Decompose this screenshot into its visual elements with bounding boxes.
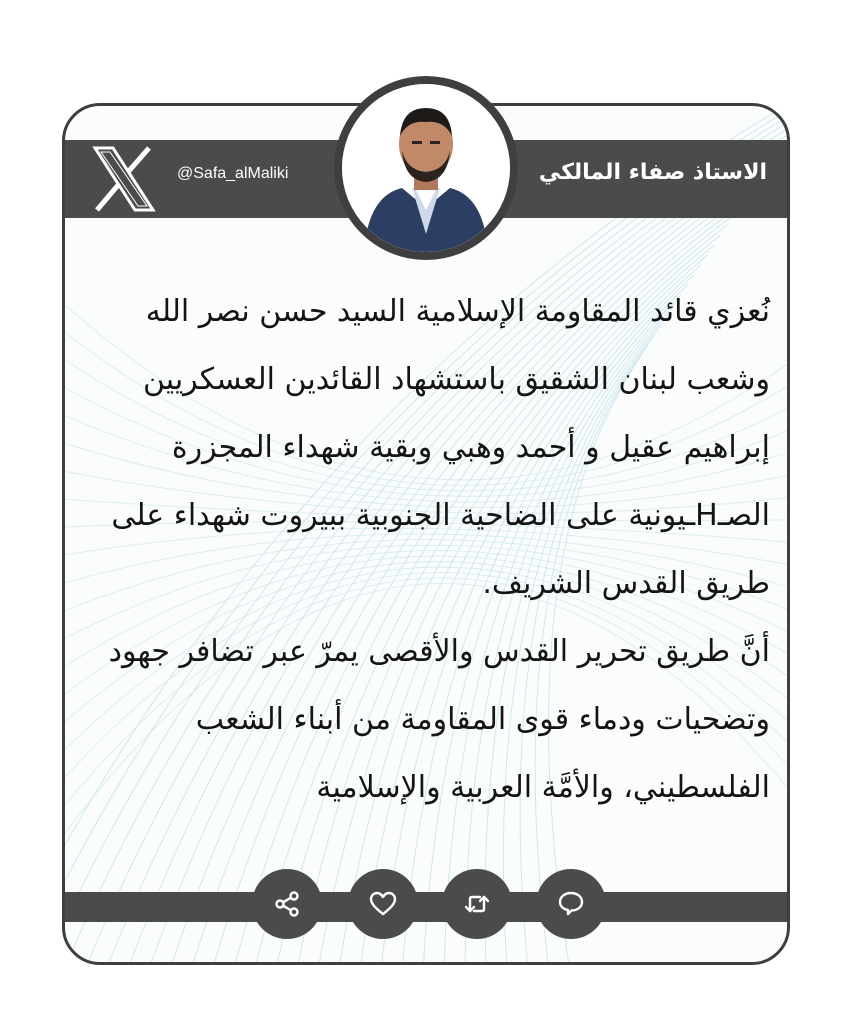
share-button[interactable] (252, 869, 322, 939)
comment-icon (556, 889, 586, 919)
person-photo-icon (342, 84, 510, 252)
tweet-paragraph: نُعزي قائد المقاومة الإسلامية السيد حسن نصر الله وشعب لبنان الشقيق باستشهاد القائدين العسكريين إبراهيم عقيل و أحمد وهبي وبقية شهداء المجزرة الصـHـيونية على الضاحية الجنوبية ببيروت شهداء على طريق القدس الشريف. (111, 294, 770, 601)
like-button[interactable] (348, 869, 418, 939)
reply-button[interactable] (536, 869, 606, 939)
footer-bar (65, 892, 787, 922)
share-icon (272, 889, 302, 919)
retweet-icon (462, 889, 492, 919)
tweet-text (80, 278, 770, 822)
tweet-paragraph: أنَّ طريق تحرير القدس والأقصى يمرّ عبر تضافر جهود وتضحيات ودماء قوى المقاومة من أبناء الشعب الفلسطيني، والأمَّة العربية والإسلامية (108, 634, 770, 805)
x-logo-icon[interactable] (89, 144, 159, 214)
profile-photo (342, 84, 510, 252)
author-name[interactable]: الاستاذ صفاء المالكي (538, 160, 767, 185)
heart-icon (368, 889, 398, 919)
retweet-button[interactable] (442, 869, 512, 939)
avatar[interactable] (334, 76, 518, 260)
author-handle[interactable]: @Safa_alMaliki (177, 165, 289, 182)
